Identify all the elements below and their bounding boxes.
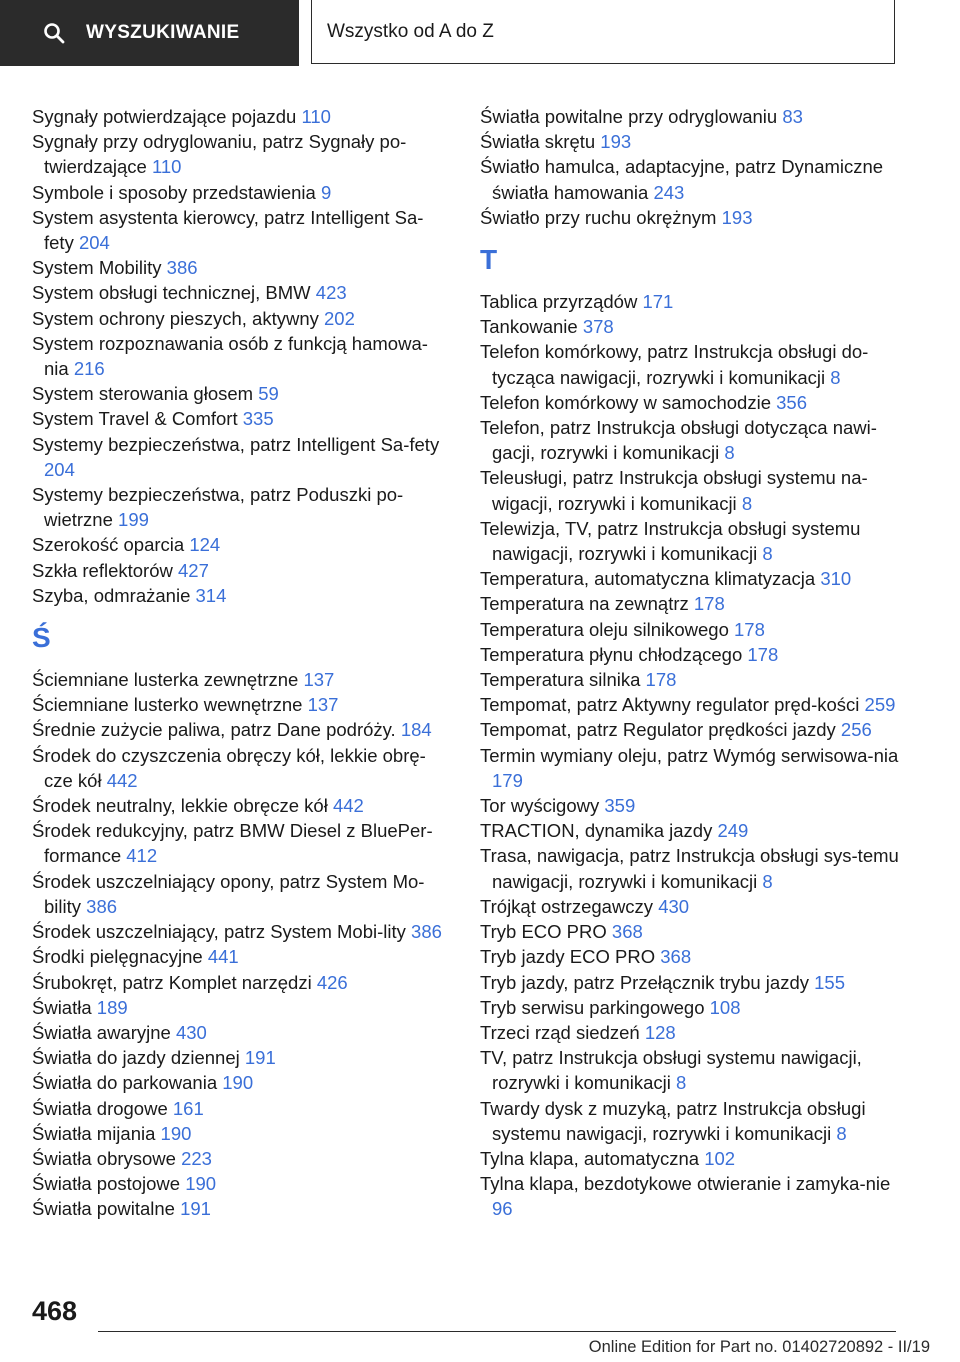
search-icon (42, 21, 66, 45)
index-entry (480, 465, 900, 515)
index-entry-text: Symbole i sposoby przedstawienia (32, 181, 316, 203)
index-entry-page-link[interactable]: 356 (776, 391, 808, 413)
index-entry-page-link[interactable]: 171 (642, 291, 674, 313)
index-entry-text: Światła mijania (32, 1122, 156, 1144)
index-entry (32, 1121, 450, 1146)
index-entry (480, 566, 900, 591)
index-entry (32, 129, 450, 179)
index-entry (32, 583, 450, 608)
index-entry-page-link[interactable]: 199 (118, 509, 149, 531)
index-entry (480, 743, 900, 793)
index-entry (32, 482, 450, 532)
index-entry-text: Twardy dysk z muzyką, patrz Instrukcja obsługi systemu nawigacji, rozrywki i komunikacji (480, 1097, 866, 1144)
index-entry-text: Teleusługi, patrz Instrukcja obsługi systemu na‐wigacji, rozrywki i komunikacji (480, 467, 868, 514)
index-entry-text: Tor wyścigowy (480, 795, 600, 817)
index-entry-page-link[interactable]: 110 (301, 106, 331, 127)
index-entry-page-link[interactable]: 155 (814, 971, 846, 993)
index-entry-text: System asystenta kierowcy, patrz Intelligent Sa‐fety (32, 206, 424, 254)
index-entry-page-link[interactable]: 256 (840, 719, 872, 741)
index-entry (32, 793, 450, 818)
index-entry-text: Szyba, odmrażanie (32, 584, 191, 606)
section-tab-label: Wszystko od A do Z (327, 20, 494, 42)
index-entry (32, 995, 450, 1020)
index-entry-page-link[interactable]: 8 (676, 1072, 687, 1094)
index-entry (480, 919, 900, 944)
index-entry (32, 331, 450, 381)
index-entry-page-link[interactable]: 442 (332, 795, 364, 817)
index-entry (480, 1020, 900, 1045)
index-entry-text: Szerokość oparcia (32, 534, 185, 556)
index-entry-text: TRACTION, dynamika jazdy (480, 820, 713, 842)
index-entry-page-link[interactable]: 386 (166, 257, 198, 279)
index-entry (480, 894, 900, 919)
index-entry-page-link[interactable]: 335 (242, 408, 274, 430)
index-entry-page-link[interactable]: 83 (782, 106, 803, 127)
index-entry-page-link[interactable]: 178 (645, 669, 677, 691)
index-entry-page-link[interactable]: 426 (316, 971, 348, 993)
index-entry-text: Światła postojowe (32, 1173, 181, 1195)
index-entry (32, 667, 450, 692)
index-entry-text: Środek uszczelniający opony, patrz System Mo‐bility (32, 870, 425, 917)
index-entry-text: Temperatura, automatyczna klimatyzacja (480, 568, 816, 590)
index-entry (32, 432, 450, 482)
index-entry (480, 970, 900, 995)
index-entry-page-link[interactable]: 368 (611, 921, 643, 943)
index-column-left (32, 104, 450, 1222)
index-entry-text: Temperatura płynu chłodzącego (480, 643, 743, 665)
index-entry-page-link[interactable]: 386 (411, 921, 442, 943)
index-entry-text: Telefon, patrz Instrukcja obsługi dotycząca nawi‐gacji, rozrywki i komunikacji (480, 417, 877, 464)
index-entry (480, 667, 900, 692)
index-entry (480, 1045, 900, 1095)
index-entry-text: System Travel & Comfort (32, 408, 238, 430)
index-entry-page-link[interactable]: 430 (658, 895, 690, 917)
index-entry (32, 280, 450, 305)
index-entry-text: Tryb ECO PRO (480, 921, 607, 943)
index-entry-text: Tryb serwisu parkingowego (480, 996, 705, 1018)
index-entry-text: System sterowania głosem (32, 383, 254, 405)
index-entry-text: Szkła reflektorów (32, 559, 173, 581)
index-entry-page-link[interactable]: 441 (207, 946, 239, 968)
index-entry-text: Systemy bezpieczeństwa, patrz Poduszki po‐wietrzne (32, 484, 404, 531)
index-entry-text: Światła do parkowania (32, 1072, 218, 1094)
index-entry-page-link[interactable]: 124 (189, 534, 221, 556)
index-entry-page-link[interactable]: 8 (836, 1122, 847, 1144)
index-entry-page-link[interactable]: 259 (864, 694, 896, 716)
index-entry (32, 743, 450, 793)
index-entry (32, 180, 450, 205)
index-entry (480, 129, 900, 154)
index-entry-page-link[interactable]: 442 (106, 769, 138, 791)
index-entry-text: TV, patrz Instrukcja obsługi systemu nawigacji, rozrywki i komunikacji (480, 1047, 862, 1094)
index-entry-page-link[interactable]: 179 (492, 769, 523, 791)
index-entry (480, 415, 900, 465)
index-entry-page-link[interactable]: 8 (830, 366, 841, 388)
index-entry-page-link[interactable]: 8 (762, 870, 773, 892)
index-entry-page-link[interactable]: 430 (175, 1021, 207, 1043)
index-entry-page-link[interactable]: 8 (724, 442, 735, 464)
index-entry-page-link[interactable]: 137 (307, 694, 339, 716)
index-letter-heading: Ś (32, 622, 51, 654)
index-entry-text: Światła skrętu (480, 131, 596, 153)
index-entry (32, 944, 450, 969)
index-entry (480, 390, 900, 415)
index-entry-text: Tankowanie (480, 316, 578, 338)
index-entry (480, 642, 900, 667)
index-entry-text: Tryb jazdy ECO PRO (480, 946, 656, 968)
index-entry-page-link[interactable]: 191 (244, 1047, 276, 1069)
index-entry-page-link[interactable]: 191 (180, 1198, 211, 1220)
top-navigation (0, 0, 960, 66)
index-entry-page-link[interactable]: 223 (181, 1147, 212, 1169)
index-entry-text: Światła obrysowe (32, 1147, 176, 1169)
index-entry (32, 532, 450, 557)
index-entry (32, 1096, 450, 1121)
index-entry-page-link[interactable]: 314 (195, 584, 227, 606)
index-entry (32, 692, 450, 717)
index-entry-page-link[interactable]: 59 (258, 383, 279, 405)
index-entry-page-link[interactable]: 9 (320, 181, 332, 203)
index-entry-page-link[interactable]: 190 (160, 1122, 192, 1144)
index-entry (32, 1196, 450, 1221)
index-entry-text: Temperatura na zewnątrz (480, 593, 689, 615)
index-entry (32, 1171, 450, 1196)
index-entry-page-link[interactable]: 359 (604, 795, 636, 817)
index-entry (480, 995, 900, 1020)
index-entry (32, 919, 450, 944)
index-entry (480, 591, 900, 616)
index-entry (32, 205, 450, 255)
index-entry-text: Tablica przyrządów (480, 291, 638, 313)
index-entry-text: Temperatura silnika (480, 669, 641, 691)
search-button[interactable] (0, 0, 299, 66)
index-entry-page-link[interactable]: 184 (400, 719, 432, 741)
index-entry-text: Sygnały potwierdzające pojazdu (32, 106, 297, 127)
index-entry-page-link[interactable]: 128 (644, 1021, 676, 1043)
index-entry-page-link[interactable]: 202 (324, 307, 355, 329)
index-entry-text: Termin wymiany oleju, patrz Wymóg serwisowa‐nia (480, 744, 899, 766)
index-entry-page-link[interactable]: 96 (492, 1198, 513, 1220)
index-entry-page-link[interactable]: 386 (86, 895, 118, 917)
index-entry-page-link[interactable]: 368 (660, 946, 692, 968)
index-entry-page-link[interactable]: 423 (315, 282, 347, 304)
index-entry-page-link[interactable]: 243 (653, 181, 685, 203)
index-column-right (480, 104, 900, 1222)
index-entry-page-link[interactable]: 378 (582, 316, 614, 338)
index-entry-text: Środki pielęgnacyjne (32, 946, 203, 968)
index-entry-page-link[interactable]: 102 (704, 1147, 736, 1169)
index-entry-text: System ochrony pieszych, aktywny (32, 307, 319, 329)
index-entry-page-link[interactable]: 204 (78, 232, 110, 254)
index-entry-text: Ściemniane lusterka zewnętrzne (32, 669, 299, 691)
index-entry-text: Ściemniane lusterko wewnętrzne (32, 694, 303, 716)
index-entry-page-link[interactable]: 178 (693, 593, 725, 615)
index-entry-page-link[interactable]: 161 (172, 1097, 204, 1119)
index-entry-page-link[interactable]: 427 (178, 559, 209, 581)
index-entry-page-link[interactable]: 190 (185, 1173, 217, 1195)
index-entry (32, 255, 450, 280)
index-entry (32, 818, 450, 868)
index-entry-text: Tempomat, patrz Aktywny regulator pręd‐kości (480, 694, 860, 716)
section-tab-a-to-z[interactable] (311, 0, 895, 64)
index-entry (32, 1146, 450, 1171)
index-entry-page-link[interactable]: 108 (709, 996, 741, 1018)
index-entry (480, 818, 900, 843)
index-entry-text: Środek neutralny, lekkie obręcze kół (32, 795, 328, 817)
index-entry (480, 1171, 900, 1221)
index-entry (32, 381, 450, 406)
index-entry (480, 1146, 900, 1171)
index-entry-text: Światło hamulca, adaptacyjne, patrz Dynamiczne światła hamowania (480, 156, 884, 203)
index-entry-page-link[interactable]: 189 (96, 996, 128, 1018)
index-entry-text: Trasa, nawigacja, patrz Instrukcja obsługi sys‐temu nawigacji, rozrywki i komunikacji (480, 845, 899, 892)
index-entry-text: Światła awaryjne (32, 1021, 171, 1043)
index-entry (480, 154, 900, 204)
index-entry-page-link[interactable]: 137 (303, 669, 335, 691)
index-entry-text: System Mobility (32, 257, 162, 279)
index-entry-page-link[interactable]: 310 (820, 568, 852, 590)
index-entry (480, 843, 900, 893)
index-entry-text: Tylna klapa, bezdotykowe otwieranie i zamyka‐nie (480, 1173, 891, 1195)
index-entry-text: Śrubokręt, patrz Komplet narzędzi (32, 971, 312, 993)
index-entry (480, 944, 900, 969)
index-entry (480, 692, 900, 717)
index-entry-text: Światła powitalne przy odryglowaniu (480, 106, 778, 127)
index-entry-page-link[interactable]: 204 (44, 458, 75, 480)
edition-footer: Online Edition for Part no. 01402720892 - II/19 (588, 1338, 930, 1356)
index-entry-text: Światło przy ruchu okrężnym (480, 206, 717, 228)
index-entry (480, 205, 900, 230)
index-entry-text: Środek do czyszczenia obręczy kół, lekkie obrę‐cze kół (32, 744, 426, 791)
index-entry (32, 1070, 450, 1095)
index-entry-page-link[interactable]: 216 (73, 358, 105, 380)
index-entry (32, 970, 450, 995)
index-entry-text: Środek redukcyjny, patrz BMW Diesel z BluePer‐formance (32, 820, 433, 867)
index-entry-text: Światła (32, 996, 92, 1018)
index-entry (32, 717, 450, 742)
index-entry (32, 406, 450, 431)
index-entry (480, 289, 900, 314)
index-entry-text: Telewizja, TV, patrz Instrukcja obsługi systemu nawigacji, rozrywki i komunikacji (480, 517, 861, 565)
index-entry-page-link[interactable]: 8 (762, 543, 773, 565)
index-entry-page-link[interactable]: 8 (741, 492, 753, 514)
index-entry (480, 314, 900, 339)
index-entry-text: Sygnały przy odryglowaniu, patrz Sygnały po‐twierdzające (32, 131, 407, 178)
index-entry-page-link[interactable]: 249 (717, 820, 749, 842)
index-entry (480, 793, 900, 818)
index-entry-text: Trzeci rząd siedzeń (480, 1021, 640, 1043)
index-entry-text: Systemy bezpieczeństwa, patrz Intelligent Sa‐fety (32, 433, 440, 455)
index-entry-text: Średnie zużycie paliwa, patrz Dane podróży. (32, 719, 396, 741)
index-entry-page-link[interactable]: 178 (747, 643, 779, 665)
index-entry-text: Trójkąt ostrzegawczy (480, 895, 654, 917)
index-entry-text: Telefon komórkowy, patrz Instrukcja obsługi do‐tycząca nawigacji, rozrywki i komunikacji (480, 341, 869, 388)
index-entry (480, 617, 900, 642)
index-entry-page-link[interactable]: 193 (721, 206, 753, 228)
index-entry (480, 516, 900, 566)
index-entry (32, 1045, 450, 1070)
index-entry-text: System obsługi technicznej, BMW (32, 282, 311, 304)
footer-divider (98, 1331, 896, 1332)
index-entry (32, 1020, 450, 1045)
index-entry-text: Światła do jazdy dziennej (32, 1047, 240, 1069)
index-entry-page-link[interactable]: 412 (126, 845, 158, 867)
index-entry-page-link[interactable]: 110 (151, 156, 182, 178)
index-entry-text: System rozpoznawania osób z funkcją hamowa‐nia (32, 332, 428, 380)
index-entry (32, 306, 450, 331)
index-entry-text: Tylna klapa, automatyczna (480, 1147, 700, 1169)
index-entry-text: Tryb jazdy, patrz Przełącznik trybu jazdy (480, 971, 809, 993)
index-entry (32, 558, 450, 583)
search-label: WYSZUKIWANIE (86, 22, 240, 43)
index-entry-text: Telefon komórkowy w samochodzie (480, 391, 771, 413)
index-entry (480, 339, 900, 389)
index-entry-page-link[interactable]: 193 (600, 131, 632, 153)
index-entry-text: Światła powitalne (32, 1198, 175, 1220)
index-entry (480, 717, 900, 742)
index-entry-text: Światła drogowe (32, 1097, 168, 1119)
page-number: 468 (32, 1296, 78, 1326)
index-entry-page-link[interactable]: 178 (734, 618, 765, 640)
index-entry-text: Środek uszczelniający, patrz System Mobi‐lity (32, 921, 406, 943)
index-entry (32, 869, 450, 919)
index-entry (32, 104, 450, 129)
index-entry-text: Tempomat, patrz Regulator prędkości jazdy (480, 719, 836, 741)
index-entry-page-link[interactable]: 190 (222, 1072, 254, 1094)
index-entry (480, 1096, 900, 1146)
index-letter-heading: T (480, 244, 498, 276)
index-entry (480, 104, 900, 129)
index-entry-text: Temperatura oleju silnikowego (480, 618, 729, 640)
